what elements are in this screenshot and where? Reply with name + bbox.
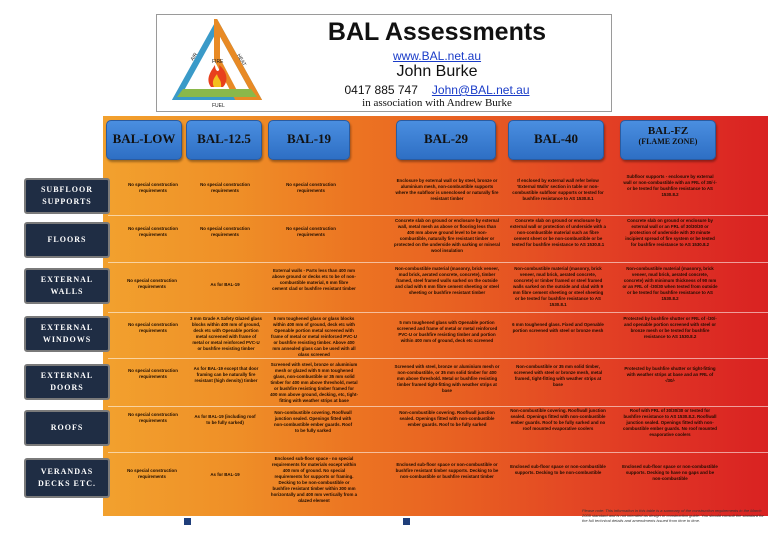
cell-verandas-bal-12-5: As for BAL-19	[210, 472, 240, 477]
cell-floors-bal-29: Concrete slab on ground or enclosure by external wall, metal mesh as above or flooring less than 400 mm above ground level to be non-combustible, naturally fire resistant timber or protected on the underside with sarking or mineral wool insulation	[394, 218, 500, 253]
cell-verandas-bal-fz: Enclosed sub-floor space or non-combustible supports. Decking to have no gaps and be non-combustible	[622, 464, 718, 481]
row-label-external-windows: EXTERNAL WINDOWS	[24, 316, 110, 352]
row-separator	[108, 312, 768, 313]
cell-roofs-bal-12-5: As for BAL-19 (including roof to be fully sarked)	[194, 414, 256, 425]
phone-number: 0417 885 747	[344, 83, 418, 97]
cell-floors-bal-40: Concrete slab on ground or enclosure by external wall or protection of underside with a non-combustible material such as fibre cement sheet or be non-combustible or be tested for bushfire resistance to AS 1530.8.1	[510, 218, 606, 247]
level-sublabel: (FLAME ZONE)	[638, 137, 698, 146]
row-separator	[108, 215, 768, 216]
row-label-external-walls: EXTERNAL WALLS	[24, 268, 110, 304]
cell-subfloor-bal-29: Enclosure by external wall or by steel, bronze or aluminium mesh, non-combustible supports where the subfloor is unenclosed or naturally fire resistant timber	[395, 178, 499, 201]
logo-fire-label: FIRE	[212, 59, 224, 65]
level-header-bal-29	[396, 120, 496, 160]
cell-windows-bal-40: 6 mm toughened glass. Fixed and Openable portion screened with steel or bronze mesh	[512, 322, 604, 333]
cell-subfloor-bal-40: If enclosed by external wall refer below 'External Walls' section in table or non-combustible subfloor supports or tested for bushfire resistance to AS 1530.8.1	[512, 178, 604, 201]
row-separator	[108, 452, 768, 453]
page-title: BAL Assessments	[327, 18, 547, 46]
row-separator	[108, 262, 768, 263]
level-header-bal-12-5	[186, 120, 262, 160]
cell-walls-bal-29: Non-combustible material (masonry, brick veneer, mud brick, aerated concrete, concrete), timber framed, steel framed walls sarked on the outside and clad with 6 mm fibre cement sheeting or steel sheeting or bushfire resistant timber	[395, 266, 499, 295]
row-label-external-doors: EXTERNAL DOORS	[24, 364, 110, 400]
cell-floors-bal-fz: Concrete slab on ground or enclosure by external wall or an FRL of 30/30/30 or protection of underside with 30 minute incipient spread of fire system or be tested for bushfire resistance to AS 1530.8.2	[625, 218, 715, 247]
level-label: BAL-29	[423, 131, 469, 146]
cell-floors-bal-12-5: No special construction requirements	[200, 226, 250, 237]
email-link[interactable]: John@BAL.net.au	[431, 83, 530, 97]
cell-doors-bal-low: No special construction requirements	[128, 368, 178, 379]
cell-roofs-bal-29: Non-combustible covering. Roof/wall junction sealed. Openings fitted with non-combustible ember guards. Roof to be fully sarked	[399, 410, 495, 427]
square-bullet-icon	[403, 518, 410, 525]
cell-walls-bal-40: Non-combustible material (masonry, brick veneer, mud brick, aerated concrete, concrete) or timber framed or steel framed walls sarked on the outside and clad with 9 mm fibre cement sheeting or steel sheeting or be tested for bushfire resistance to AS 1530.8.1	[512, 266, 604, 307]
logo-air-label: AIR	[189, 51, 200, 63]
fire-triangle-logo	[171, 19, 263, 109]
cell-doors-bal-fz: Protected by bushfire shutter or tight-fitting with weather strips at base and an FRL of -/30/-	[624, 366, 716, 383]
cell-verandas-bal-40: Enclosed sub-floor space or non-combustible supports. Decking to be non-combustible	[510, 464, 606, 475]
logo-heat-label: HEAT	[235, 53, 247, 68]
cell-subfloor-bal-low: No special construction requirements	[128, 182, 178, 193]
cell-walls-bal-19: External walls - Parts less than 400 mm above ground or decks etc to be of non-combustible material, 6 mm fibre cement clad or bushfire resistant timber	[272, 268, 356, 291]
cell-walls-bal-low: No special construction requirements	[127, 278, 177, 289]
cell-floors-bal-low: No special construction requirements	[128, 226, 178, 237]
cell-verandas-bal-29: Enclosed sub-floor space or non-combustible or bushfire resistant timber supports. Decking to be non-combustible or bushfire resistant timber	[395, 462, 499, 479]
row-separator	[108, 406, 768, 407]
row-separator	[108, 358, 768, 359]
cell-doors-bal-19: Screened with steel, bronze or aluminium mesh or glazed with 5 mm toughened glass, non-combustible or 35 mm solid timber for 400 mm above threshold, metal or bushfire resisting timber framed for 400 mm above ground, decking, etc, tight-fitting with weather strips at base	[270, 362, 358, 403]
cell-windows-bal-29: 5 mm toughened glass with Openable portion screened and frame of metal or metal reinforced PVC-U or bushfire resisting timber and portion within 400 mm of ground, deck etc screened	[396, 320, 498, 343]
cell-floors-bal-19: No special construction requirements	[286, 226, 336, 237]
level-label: BAL-40	[533, 131, 579, 146]
row-label-verandas-decks: VERANDAS DECKS ETC.	[24, 458, 110, 498]
cell-doors-bal-12-5: As for BAL-19 except that door framing can be naturally fire resistant (high density) timber	[193, 366, 259, 383]
cell-windows-bal-19: 5 mm toughened glass or glass blocks within 400 mm of ground, deck etc with Openable portion metal screened with frame of metal or metal reinforced PVC-U or bushfire resisting timber. Above 400 mm annealed glass can be used with all glass screened	[271, 316, 357, 356]
cell-doors-bal-29: Screened with steel, bronze or aluminium mesh or non-combustible, or 35 mm solid timber for 400 mm above threshold. Metal or bushfire resisting timber framed tight-fitting with weather strips at base	[394, 364, 500, 393]
cell-roofs-bal-low: No special construction requirements	[128, 412, 178, 423]
contact-name: John Burke	[396, 63, 478, 80]
cell-subfloor-bal-12-5: No special construction requirements	[200, 182, 250, 193]
association-text: in association with Andrew Burke	[362, 97, 512, 109]
level-label: BAL-19	[286, 131, 332, 146]
cell-windows-bal-fz: Protected by bushfire shutter or FRL of -/30/- and openable portion screened with steel or bronze mesh or be tested for bushfire resistance to AS 1530.8.2	[623, 316, 717, 339]
cell-verandas-bal-19: Enclosed sub-floor space - no special requirements for materials except within 400 mm of ground. No special requirements for supports or framing. Decking to be non-combustible or bushfire resistant timber within 300 mm horizontally and 400 mm vertically from a glazed element	[270, 456, 358, 502]
square-bullet-icon	[184, 518, 191, 525]
contact-line	[277, 83, 597, 97]
footnote: Please note: This information in this table is a summary of the construction requirements in the March 2009 standard and is not intended as design or construction guide. You should consult the standard for the full technical details and amendments issued from time to time.	[582, 508, 764, 523]
cell-roofs-bal-19: Non-combustible covering. Roof/wall junction sealed. Openings fitted with non-combustible ember guards. Roof to be fully sarked	[273, 410, 353, 433]
level-label: BAL-12.5	[197, 131, 251, 146]
cell-verandas-bal-low: No special construction requirements	[127, 468, 177, 479]
website-link[interactable]: www.BAL.net.au	[392, 49, 482, 63]
row-label-roofs: ROOFS	[24, 410, 110, 446]
cell-windows-bal-12-5: 3 mm Grade A Safety Glazed glass blocks within 400 mm of ground, deck etc with Openable portion metal screened with frame of metal or metal reinforced PVC-U or bushfire resisting timber	[190, 316, 262, 351]
cell-subfloor-bal-19: No special construction requirements	[286, 182, 336, 193]
row-label-subfloor-supports: SUBFLOOR SUPPORTS	[24, 178, 110, 214]
cell-roofs-bal-40: Non-combustible covering. Roof/wall junction sealed. Openings fitted with non-combustible ember guards. Roof to be fully sarked and no roof mounted evaporative coolers	[510, 408, 606, 431]
cell-walls-bal-fz: Non-combustible material (masonry, brick veneer, mud brick, aerated concrete, concrete) with minimum thickness of 90 mm or an FRL of -/30/30 when tested from outside or be tested for bushfire resistance to AS 1530.8.2	[622, 266, 718, 301]
cell-roofs-bal-fz: Roof with FRL of 30/30/30 or tested for bushfire resistance to AS 1530.8.2. Roof/wall junction sealed. Openings fitted with non-combustible ember guards. No roof mounted evaporative coolers	[623, 408, 717, 437]
cell-subfloor-bal-fz: Subfloor supports - enclosure by external wall or non-combustible with an FRL of 30/-/- or be tested for bushfire resistance to AS 1530.8.2	[623, 174, 717, 197]
cell-windows-bal-low: No special construction requirements	[128, 322, 178, 333]
cell-doors-bal-40: Non-combustible or 35 mm solid timber, screened with steel or bronze mesh, metal framed, tight-fitting with weather strips at base	[513, 364, 603, 387]
logo-fuel-label: FUEL	[212, 103, 225, 109]
header-box	[156, 14, 612, 112]
row-label-floors: FLOORS	[24, 222, 110, 258]
level-header-bal-19	[268, 120, 350, 160]
level-header-bal-fz	[620, 120, 716, 160]
level-label: BAL-LOW	[112, 131, 176, 146]
cell-walls-bal-12-5: As for BAL-19	[210, 282, 240, 287]
level-header-bal-low	[106, 120, 182, 160]
level-header-bal-40	[508, 120, 604, 160]
level-label: BAL-FZ	[647, 125, 689, 137]
